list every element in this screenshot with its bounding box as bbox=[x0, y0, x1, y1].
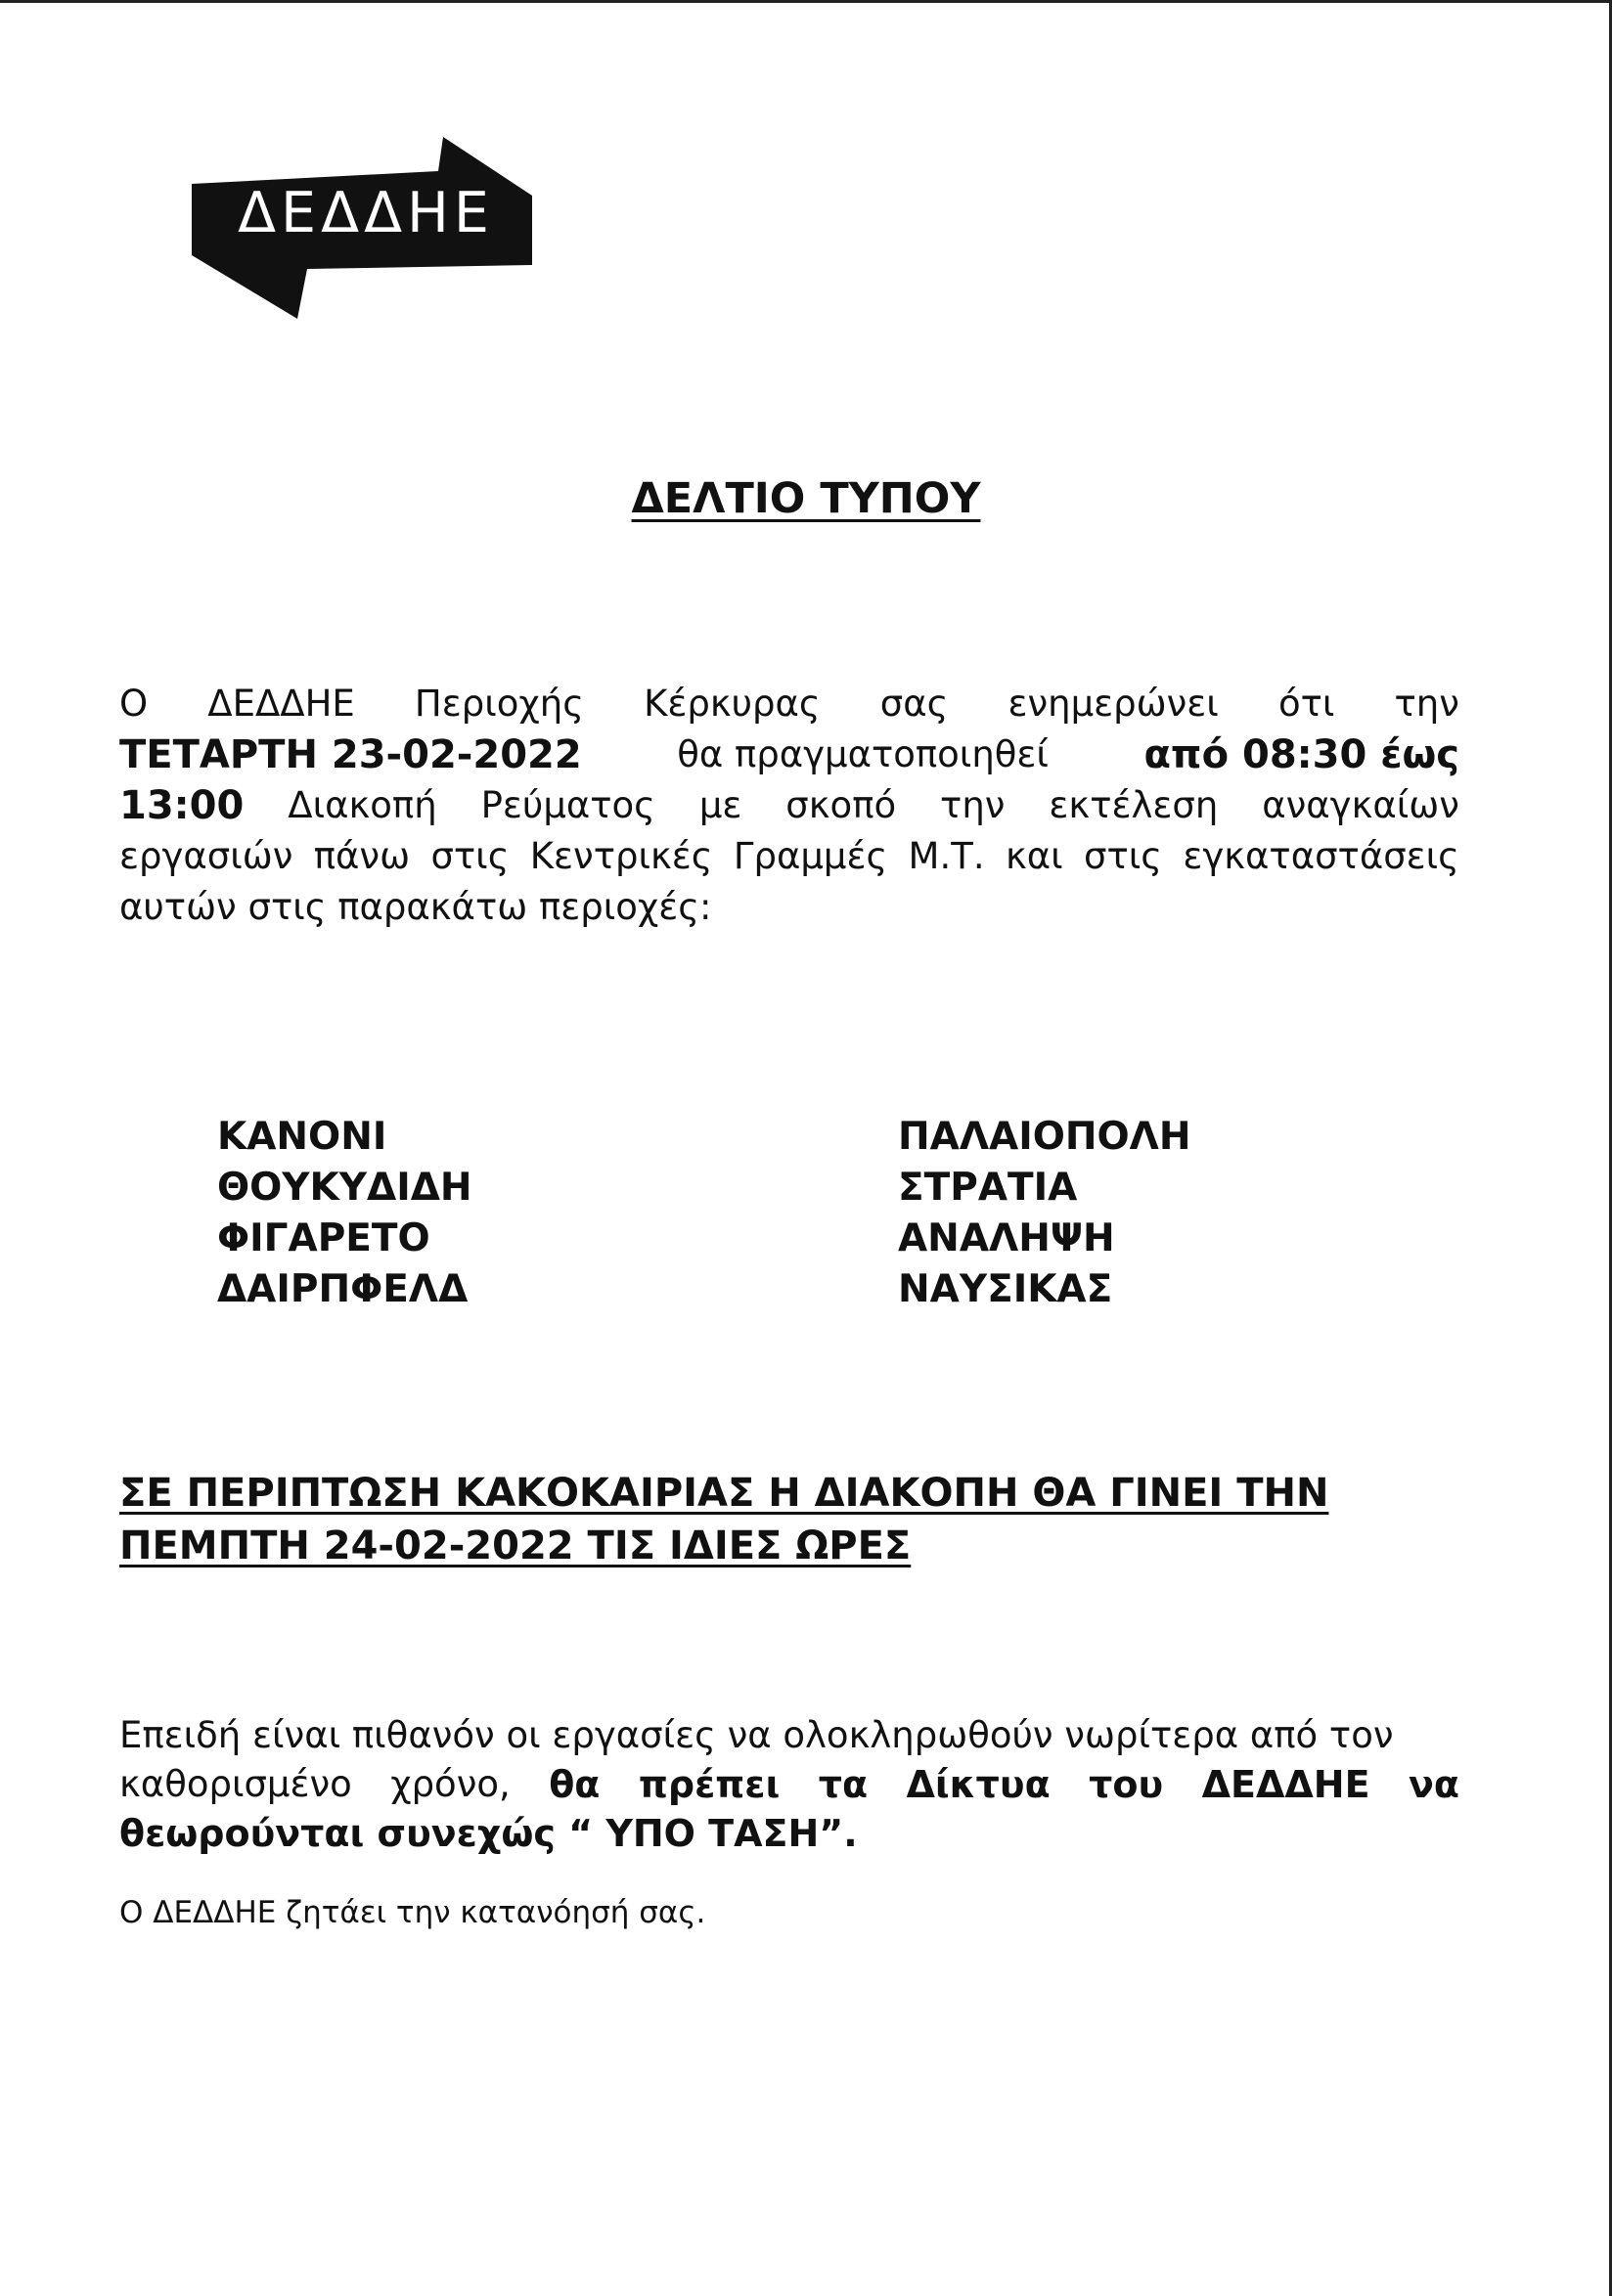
area-item: ΝΑΥΣΙΚΑΣ bbox=[898, 1267, 1113, 1311]
outage-time-to: 13:00 bbox=[119, 783, 245, 828]
intro-line-4: εργασιών πάνω στις Κεντρικές Γραμμές Μ.Τ. και στις εγκαταστάσεις bbox=[119, 835, 1459, 877]
area-item: ΣΤΡΑΤΙΑ bbox=[898, 1166, 1078, 1210]
closing-paragraph bbox=[119, 1711, 1459, 1858]
intro-paragraph bbox=[119, 679, 1459, 933]
area-item: ΦΙΓΑΡΕΤΟ bbox=[217, 1216, 430, 1260]
intro-line-5: αυτών στις παρακάτω περιοχές: bbox=[119, 886, 712, 928]
area-item: ΠΑΛΑΙΟΠΟΛΗ bbox=[898, 1115, 1191, 1159]
intro-line-2: ΤΕΤΑΡΤΗ 23-02-2022 θα πραγματοποιηθεί από 08:30 έως bbox=[119, 729, 1459, 780]
areas-list-left bbox=[217, 1112, 472, 1315]
company-logo bbox=[192, 137, 532, 319]
closing-line-1: Επειδή είναι πιθανόν οι εργασίες να ολοκληρωθούν νωρίτερα από τον bbox=[119, 1714, 1394, 1756]
page-title: ΔΕΛΤΙΟ ΤΥΠΟΥ bbox=[631, 474, 981, 523]
warning-line-2: ΠΕΜΠΤΗ 24-02-2022 ΤΙΣ ΙΔΙΕΣ ΩΡΕΣ bbox=[119, 1523, 912, 1568]
bad-weather-notice bbox=[119, 1467, 1430, 1572]
closing-line-3: θεωρούνται συνεχώς “ ΥΠΟ ΤΑΣΗ”. bbox=[119, 1812, 858, 1855]
intro-line-1: Ο ΔΕΔΔΗΕ Περιοχής Κέρκυρας σας ενημερώνει ότι την bbox=[119, 683, 1459, 725]
area-item: ΑΝΑΛΗΨΗ bbox=[898, 1216, 1115, 1260]
scan-border-top bbox=[0, 0, 1612, 3]
outage-time-from: από 08:30 έως bbox=[1143, 732, 1459, 777]
area-item: ΔΑΙΡΠΦΕΛΔ bbox=[217, 1267, 469, 1311]
areas-list-right bbox=[898, 1112, 1190, 1315]
outage-date: ΤΕΤΑΡΤΗ 23-02-2022 bbox=[119, 732, 582, 777]
intro-line-3: 13:00 Διακοπή Ρεύματος με σκοπό την εκτέλεση αναγκαίων bbox=[119, 780, 1459, 831]
area-item: ΚΑΝΟΝΙ bbox=[217, 1115, 387, 1159]
warning-line-1: ΣΕ ΠΕΡΙΠΤΩΣΗ ΚΑΚΟΚΑΙΡΙΑΣ Η ΔΙΑΚΟΠΗ ΘΑ ΓΙΝΕΙ ΤΗΝ bbox=[119, 1471, 1329, 1516]
sign-off: Ο ΔΕΔΔΗΕ ζητάει την κατανόησή σας. bbox=[119, 1895, 706, 1930]
closing-line-2: καθορισμένο χρόνο, θα πρέπει τα Δίκτυα του ΔΕΔΔΗΕ να bbox=[119, 1763, 1459, 1806]
logo-text: ΔΕΔΔΗΕ bbox=[238, 181, 494, 245]
area-item: ΘΟΥΚΥΔΙΔΗ bbox=[217, 1166, 472, 1210]
